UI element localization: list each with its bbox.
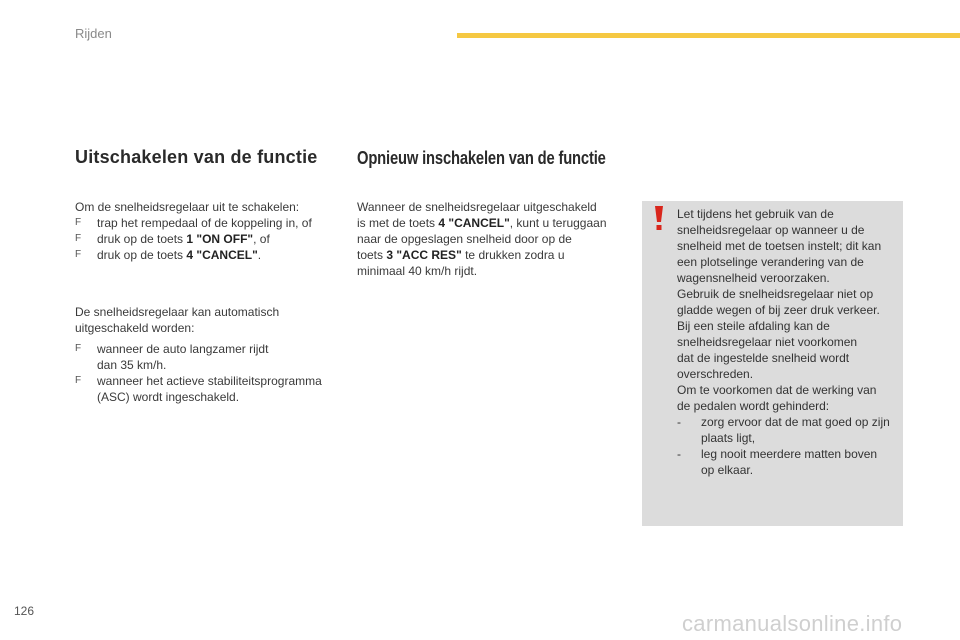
dash-item-text: leg nooit meerdere matten boven	[701, 447, 878, 461]
bullet-text: wanneer de auto langzamer rijdt	[97, 342, 269, 356]
bullet-text: (ASC) wordt ingeschakeld.	[97, 390, 240, 404]
bullet-icon: F	[75, 249, 82, 260]
text-span: is met de toets	[357, 216, 439, 230]
auto-intro-line: De snelheidsregelaar kan automatisch	[75, 305, 280, 319]
paragraph-line: naar de opgeslagen snelheid door op de	[357, 232, 572, 246]
key-label: 3 "ACC RES"	[386, 248, 462, 262]
bullet-text-suffix: .	[257, 248, 262, 262]
warning-line: Gebruik de snelheidsregelaar niet op	[677, 287, 874, 301]
bullet-icon: F	[75, 343, 82, 354]
key-label: 4 "CANCEL"	[438, 216, 510, 230]
bullet-text-suffix: , of	[253, 232, 270, 246]
dash-marker: -	[677, 447, 681, 461]
bullet-text: druk op de toets	[97, 232, 187, 246]
warning-line: snelheidsregelaar op wanneer u de	[677, 223, 865, 237]
header-accent-bar	[457, 33, 960, 38]
bullet-icon: F	[75, 217, 82, 228]
bullet-text: wanneer het actieve stabiliteitsprogramma	[97, 374, 322, 388]
list-item	[75, 215, 345, 231]
warning-line: Om te voorkomen dat de werking van	[677, 383, 877, 397]
warning-text	[677, 206, 899, 478]
warning-line: een plotselinge verandering van de	[677, 255, 864, 269]
warning-line: dat de ingestelde snelheid wordt	[677, 351, 850, 365]
disable-bullet-list	[75, 215, 345, 263]
list-item	[677, 446, 899, 478]
text-span: , kunt u teruggaan	[509, 216, 607, 230]
heading-opnieuw-inschakelen: Opnieuw inschakelen van de functie	[357, 148, 606, 168]
bullet-icon: F	[75, 375, 82, 386]
key-label: 1 "ON OFF"	[186, 232, 254, 246]
auto-intro-line: uitgeschakeld worden:	[75, 321, 195, 335]
warning-line: Let tijdens het gebruik van de	[677, 207, 834, 221]
bullet-text: trap het rempedaal of de koppeling in, of	[97, 216, 312, 230]
left-intro-block	[75, 199, 345, 263]
warning-line: gladde wegen of bij zeer druk verkeer.	[677, 303, 880, 317]
text-span: te drukken zodra u	[461, 248, 565, 262]
list-item	[75, 247, 345, 263]
warning-line: snelheidsregelaar niet voorkomen	[677, 335, 858, 349]
list-item	[75, 231, 345, 247]
paragraph-line	[357, 215, 627, 231]
auto-disable-list-block	[75, 341, 345, 405]
list-item	[75, 341, 345, 373]
warning-line: overschreden.	[677, 367, 754, 381]
auto-disable-bullet-list	[75, 341, 345, 405]
warning-dash-list	[677, 414, 899, 478]
list-item	[677, 414, 899, 446]
page-number: 126	[14, 604, 35, 618]
reenable-paragraph	[357, 199, 627, 279]
dash-marker: -	[677, 415, 681, 429]
text-span: toets	[357, 248, 387, 262]
bullet-text: druk op de toets	[97, 248, 187, 262]
list-item	[75, 373, 345, 405]
warning-line: de pedalen wordt gehinderd:	[677, 399, 830, 413]
bullet-icon: F	[75, 233, 82, 244]
paragraph-line	[357, 247, 627, 263]
dash-item-text: zorg ervoor dat de mat goed op zijn	[701, 415, 890, 429]
paragraph-line: Wanneer de snelheidsregelaar uitgeschakeld	[357, 200, 597, 214]
section-header: Rijden	[75, 26, 112, 41]
key-label: 4 "CANCEL"	[186, 248, 258, 262]
paragraph-line: minimaal 40 km/h rijdt.	[357, 264, 478, 278]
warning-line: wagensnelheid veroorzaken.	[677, 271, 830, 285]
warning-line: Bij een steile afdaling kan de	[677, 319, 830, 333]
left-intro-text: Om de snelheidsregelaar uit te schakelen:	[75, 200, 300, 214]
exclamation-icon	[653, 205, 665, 231]
watermark: carmanualsonline.info	[682, 611, 903, 636]
auto-disable-intro	[75, 304, 345, 336]
dash-item-text: plaats ligt,	[701, 431, 756, 445]
warning-line: snelheid met de toetsen instelt; dit kan	[677, 239, 882, 253]
heading-uitschakelen: Uitschakelen van de functie	[75, 147, 318, 167]
bullet-text: dan 35 km/h.	[97, 358, 167, 372]
dash-item-text: op elkaar.	[701, 463, 754, 477]
